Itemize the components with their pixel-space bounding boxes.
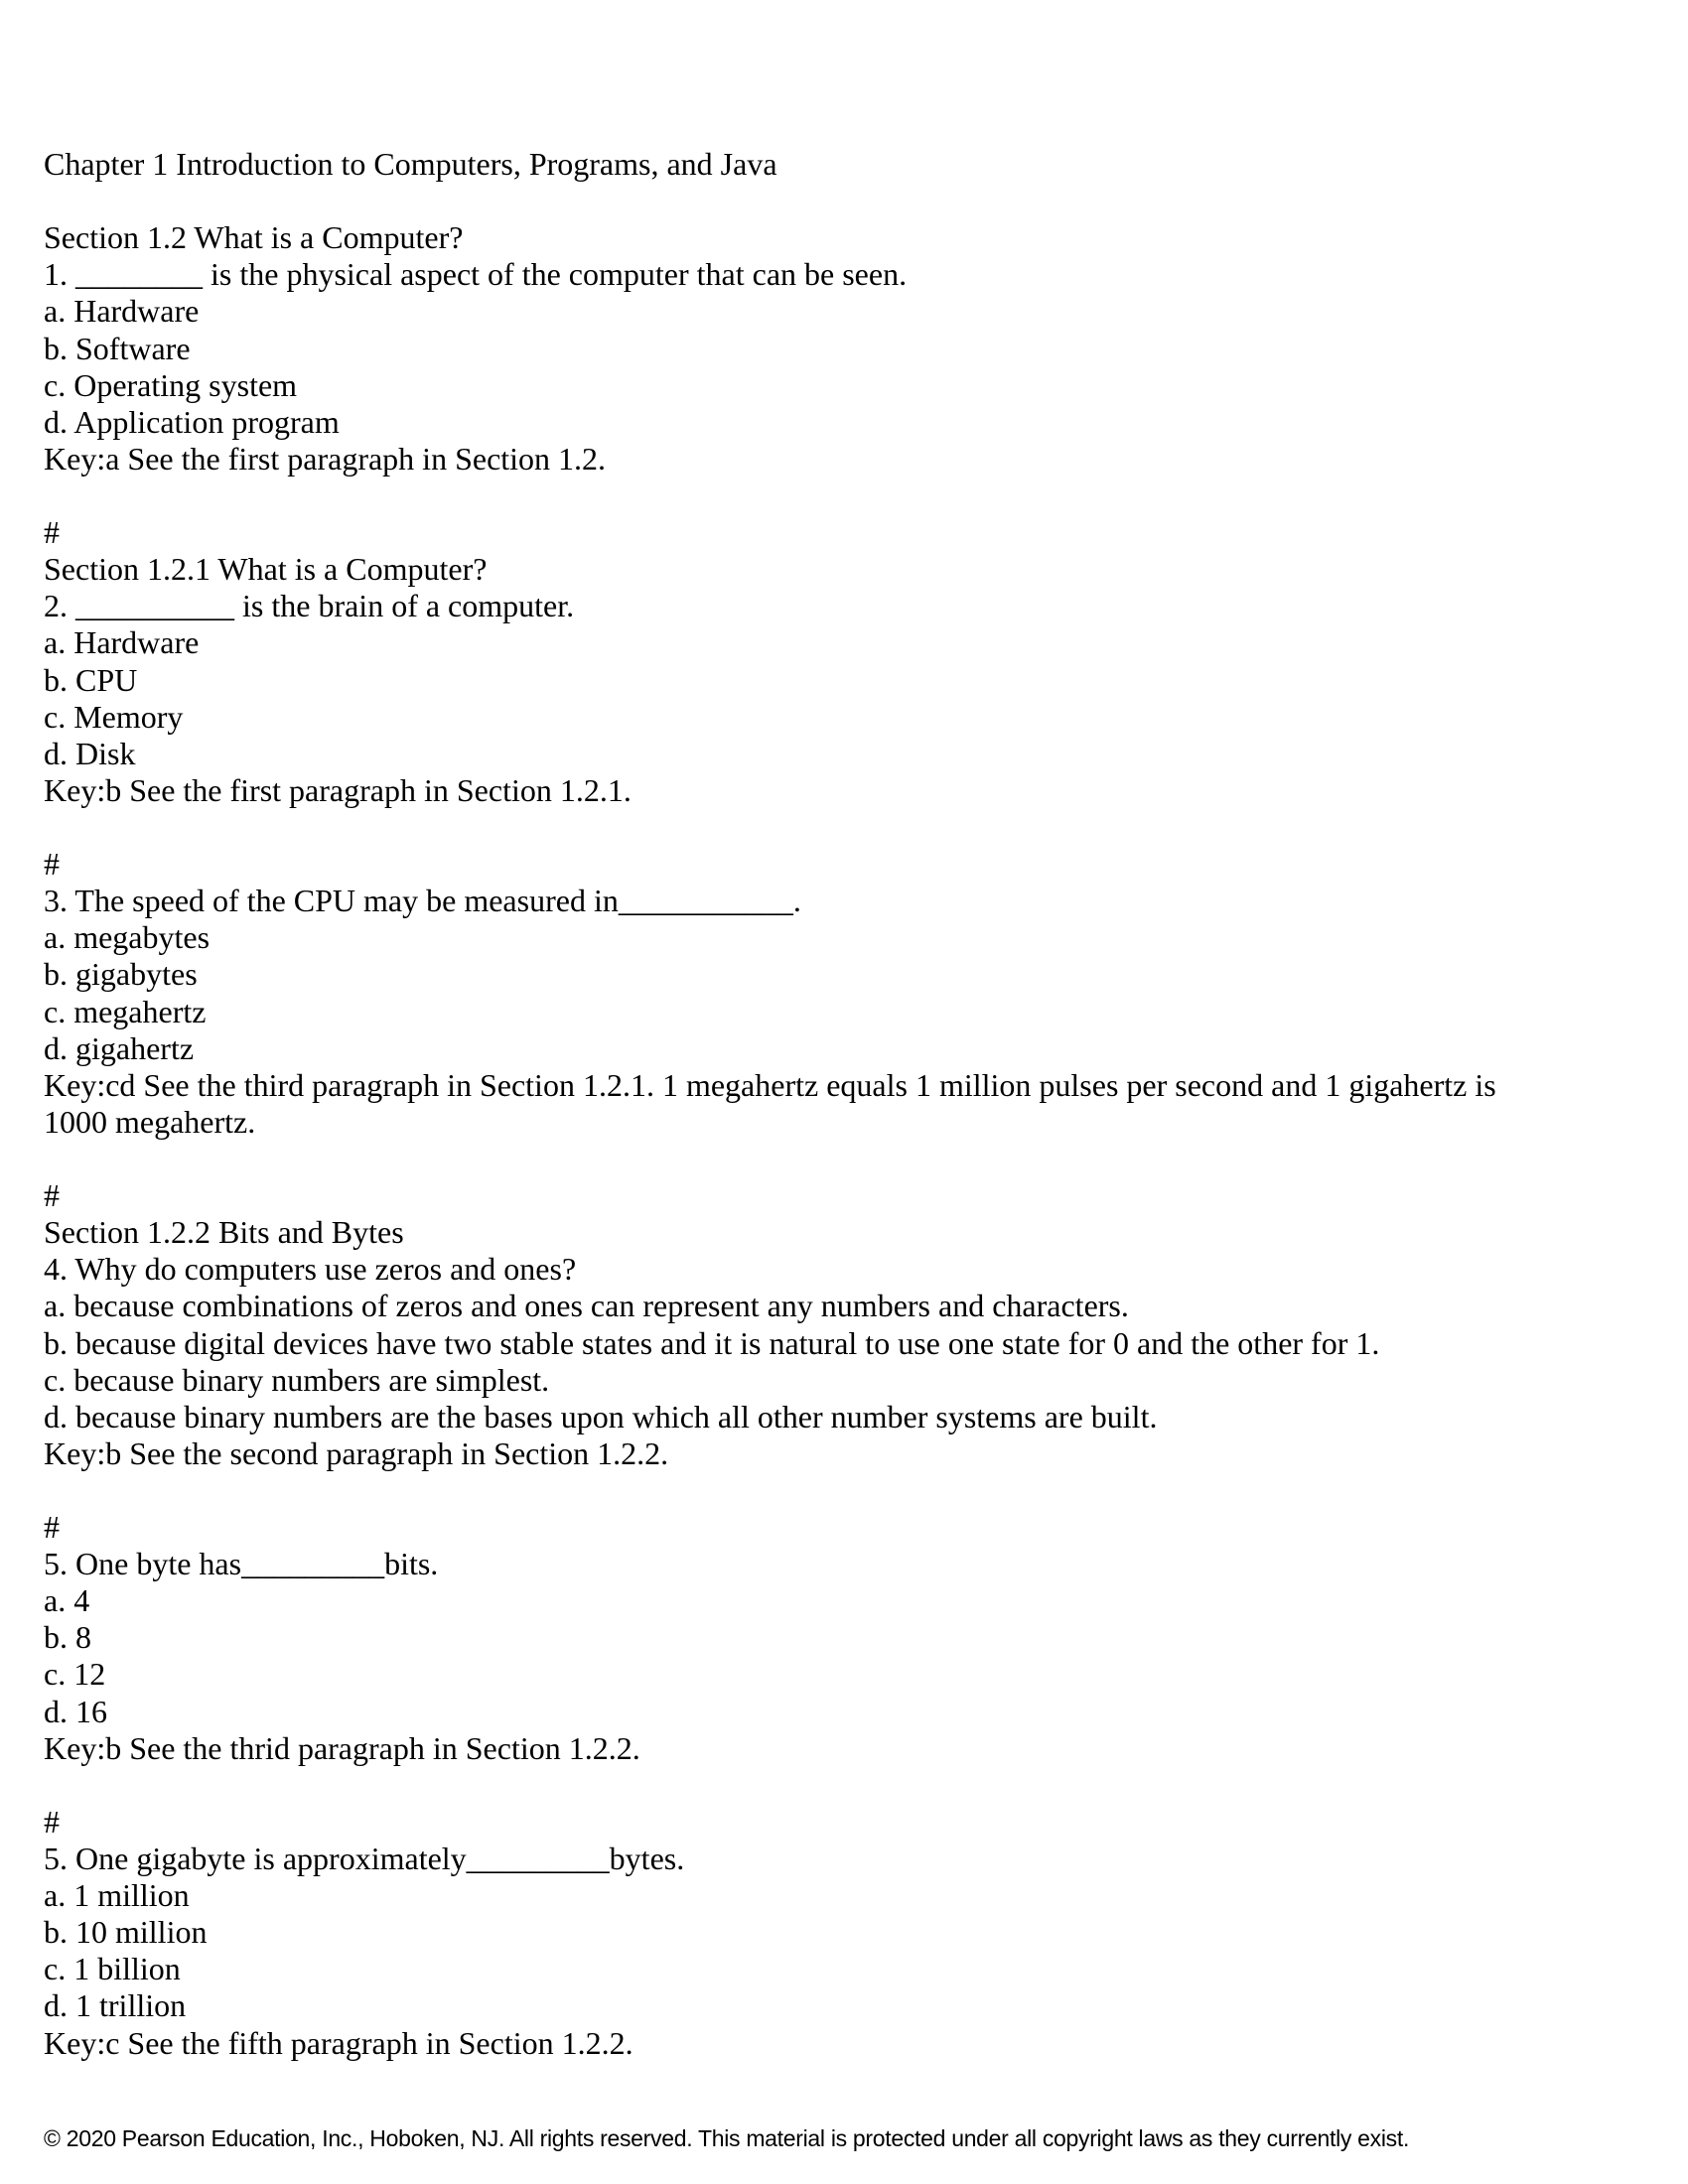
answer-key: Key:b See the thrid paragraph in Section 1.2.2.	[44, 1729, 640, 1766]
answer-key: Key:b See the second paragraph in Section 1.2.2.	[44, 1434, 669, 1471]
blank-line	[44, 1767, 1652, 1804]
answer-option: c. Memory	[44, 698, 184, 735]
question-text: 5. One gigabyte is approximately_________bytes.	[44, 1841, 685, 1877]
separator: #	[44, 846, 60, 883]
answer-option: a. 4	[44, 1582, 90, 1619]
question-text: 5. One byte has_________bits.	[44, 1546, 439, 1582]
section-heading: Section 1.2.2 Bits and Bytes	[44, 1214, 404, 1251]
answer-key: Key:c See the fifth paragraph in Section 1.2.2.	[44, 2024, 633, 2061]
section-heading: Section 1.2 What is a Computer?	[44, 219, 464, 256]
answer-option: d. 16	[44, 1693, 107, 1729]
question-text: 4. Why do computers use zeros and ones?	[44, 1251, 577, 1288]
answer-option: d. 1 trillion	[44, 1987, 187, 2024]
answer-option: d. gigahertz	[44, 1029, 195, 1066]
question-text: 3. The speed of the CPU may be measured in___________.	[44, 883, 801, 919]
answer-option: c. 12	[44, 1656, 106, 1693]
answer-option: c. because binary numbers are simplest.	[44, 1361, 550, 1398]
answer-option: a. megabytes	[44, 919, 211, 956]
answer-option: a. Hardware	[44, 624, 200, 661]
answer-option: a. 1 million	[44, 1877, 190, 1914]
section-heading: Section 1.2.1 What is a Computer?	[44, 551, 488, 588]
separator: #	[44, 1177, 60, 1214]
blank-line	[44, 478, 1652, 514]
blank-line	[44, 809, 1652, 846]
answer-key: Key:a See the first paragraph in Section 1.2.	[44, 440, 607, 477]
answer-option: b. because digital devices have two stable states and it is natural to use one state for 0 and the other for 1.	[44, 1324, 1380, 1361]
document-body	[44, 146, 1652, 2062]
answer-key: 1000 megahertz.	[44, 1103, 256, 1140]
answer-option: c. 1 billion	[44, 1951, 181, 1987]
separator: #	[44, 1509, 60, 1546]
answer-option: a. because combinations of zeros and ones can represent any numbers and characters.	[44, 1288, 1129, 1324]
answer-option: c. megahertz	[44, 993, 207, 1029]
question-list	[44, 219, 1652, 2061]
blank-line	[44, 1472, 1652, 1509]
answer-option: b. 10 million	[44, 1914, 208, 1951]
question-text: 2. __________ is the brain of a computer.	[44, 588, 575, 624]
answer-option: d. Disk	[44, 735, 136, 771]
answer-option: d. because binary numbers are the bases upon which all other number systems are built.	[44, 1398, 1158, 1434]
answer-option: a. Hardware	[44, 293, 200, 330]
answer-option: b. CPU	[44, 661, 138, 698]
question-text: 1. ________ is the physical aspect of the computer that can be seen.	[44, 256, 908, 293]
separator: #	[44, 514, 60, 551]
answer-option: c. Operating system	[44, 366, 298, 403]
blank-line	[44, 183, 1652, 219]
answer-key: Key:b See the first paragraph in Section 1.2.1.	[44, 771, 632, 808]
answer-option: b. 8	[44, 1619, 91, 1656]
blank-line	[44, 1141, 1652, 1177]
chapter-title: Chapter 1 Introduction to Computers, Programs, and Java	[44, 146, 777, 182]
copyright-footer: © 2020 Pearson Education, Inc., Hoboken, NJ. All rights reserved. This material is protected under all copyright laws as they currently exist.	[44, 2125, 1410, 2151]
answer-option: b. Software	[44, 330, 191, 366]
separator: #	[44, 1803, 60, 1840]
answer-option: d. Application program	[44, 403, 340, 440]
answer-key: Key:cd See the third paragraph in Section 1.2.1. 1 megahertz equals 1 million pulses per second and 1 gigahertz is	[44, 1066, 1496, 1103]
answer-option: b. gigabytes	[44, 956, 198, 993]
